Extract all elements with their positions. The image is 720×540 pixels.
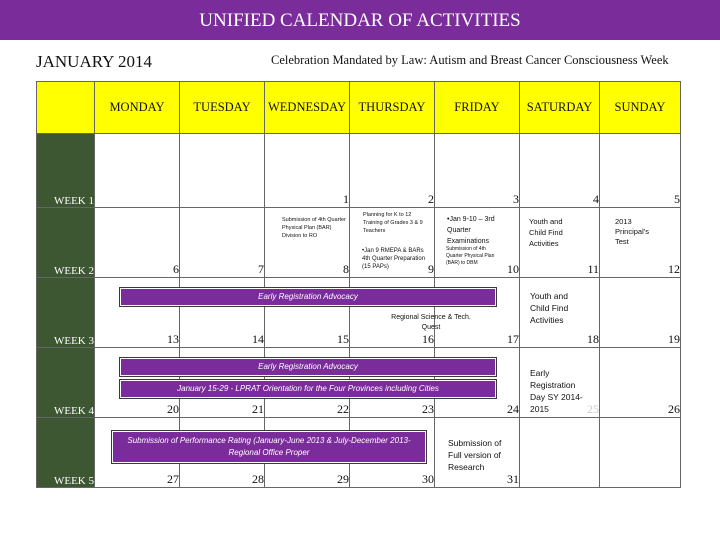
date-cell: 4: [520, 134, 600, 208]
date-cell: 21: [180, 348, 265, 418]
event-note-early-registration-day: Early Registration Day SY 2014-2015: [530, 368, 583, 414]
event-note-research-submission: Submission of Full version of Research: [448, 438, 502, 472]
day-header-monday: MONDAY: [95, 82, 180, 134]
week-label: WEEK 2: [37, 208, 95, 278]
date-cell: 15: [265, 278, 350, 348]
day-header-tuesday: TUESDAY: [180, 82, 265, 134]
date-cell: 17: [435, 278, 520, 348]
date-cell: 18: [520, 278, 600, 348]
date-cell: 9: [350, 208, 435, 278]
date-cell: 23: [350, 348, 435, 418]
date-cell: 3: [435, 134, 520, 208]
date-cell: 25: [520, 348, 600, 418]
date-cell: 16: [350, 278, 435, 348]
week-label: WEEK 3: [37, 278, 95, 348]
event-note-principals-test: 2013 Principal's Test: [615, 217, 649, 246]
event-note-4th-quarter-plan: Submission of 4th Quarter Physical Plan (BAR) Division to RO: [282, 217, 346, 239]
date-cell: 26: [600, 348, 681, 418]
date-cell: 22: [265, 348, 350, 418]
title-banner: [0, 0, 720, 40]
date-cell: [180, 134, 265, 208]
date-cell: 31: [435, 418, 520, 488]
date-cell: 5: [600, 134, 681, 208]
date-cell: 27: [95, 418, 180, 488]
event-note-quarter-exams: •Jan 9-10 – 3rd Quarter Examinations: [447, 216, 495, 245]
date-cell: 2: [350, 134, 435, 208]
calendar-grid: [36, 81, 681, 488]
date-cell: 30: [350, 418, 435, 488]
event-bar-performance-rating-submission: Submission of Performance Rating (January-June 2013 & July-December 2013- Regional Office Proper: [112, 431, 426, 463]
date-cell: 11: [520, 208, 600, 278]
day-header-thursday: THURSDAY: [350, 82, 435, 134]
day-header-wednesday: WEDNESDAY: [265, 82, 350, 134]
week-row-2: [37, 208, 681, 278]
day-header-sunday: SUNDAY: [600, 82, 681, 134]
week-row-1: [37, 134, 681, 208]
date-cell: 19: [600, 278, 681, 348]
date-cell: 12: [600, 208, 681, 278]
day-header-saturday: SATURDAY: [520, 82, 600, 134]
date-cell: 8: [265, 208, 350, 278]
date-cell: 28: [180, 418, 265, 488]
date-cell: 6: [95, 208, 180, 278]
week-label: WEEK 1: [37, 134, 95, 208]
day-header-row: [37, 82, 681, 134]
date-cell: 10: [435, 208, 520, 278]
date-cell: 7: [180, 208, 265, 278]
event-note-k12-planning: Planning for K to 12 Training of Grades 3 & 9 Teachers: [363, 212, 423, 234]
date-cell: [600, 418, 681, 488]
celebration-subtitle: Celebration Mandated by Law: Autism and Breast Cancer Consciousness Week: [271, 53, 669, 67]
event-note-science-tech-quest: Regional Science & Tech. Quest: [391, 314, 471, 331]
corner-cell: [37, 82, 95, 134]
event-note-youth-child-find: Youth and Child Find Activities: [529, 217, 563, 248]
date-cell: 20: [95, 348, 180, 418]
date-cell: [95, 134, 180, 208]
date-cell: 1: [265, 134, 350, 208]
date-cell: 29: [265, 418, 350, 488]
event-note-bar-to-dbm: Submission of 4th Quarter Physical Plan (BAR) to DBM: [446, 246, 495, 266]
event-note-rmepa-bars: •Jan 9 RMEPA & BARs 4th Quarter Preparation (15 PAPs): [362, 248, 426, 270]
page-title: UNIFIED CALENDAR OF ACTIVITIES: [199, 10, 521, 31]
week-label: WEEK 5: [37, 418, 95, 488]
date-cell: 24: [435, 348, 520, 418]
event-note-youth-child-find: Youth and Child Find Activities: [530, 291, 569, 325]
event-bar-early-registration-advocacy: Early Registration Advocacy: [120, 358, 496, 376]
week-label: WEEK 4: [37, 348, 95, 418]
month-label: JANUARY 2014: [36, 52, 153, 71]
event-bar-early-registration-advocacy: Early Registration Advocacy: [120, 288, 496, 306]
date-cell: [520, 418, 600, 488]
date-cell: 14: [180, 278, 265, 348]
day-header-friday: FRIDAY: [435, 82, 520, 134]
date-cell: 13: [95, 278, 180, 348]
event-bar-lprat-orientation: January 15-29 - LPRAT Orientation for the Four Provinces including Cities: [120, 380, 496, 398]
